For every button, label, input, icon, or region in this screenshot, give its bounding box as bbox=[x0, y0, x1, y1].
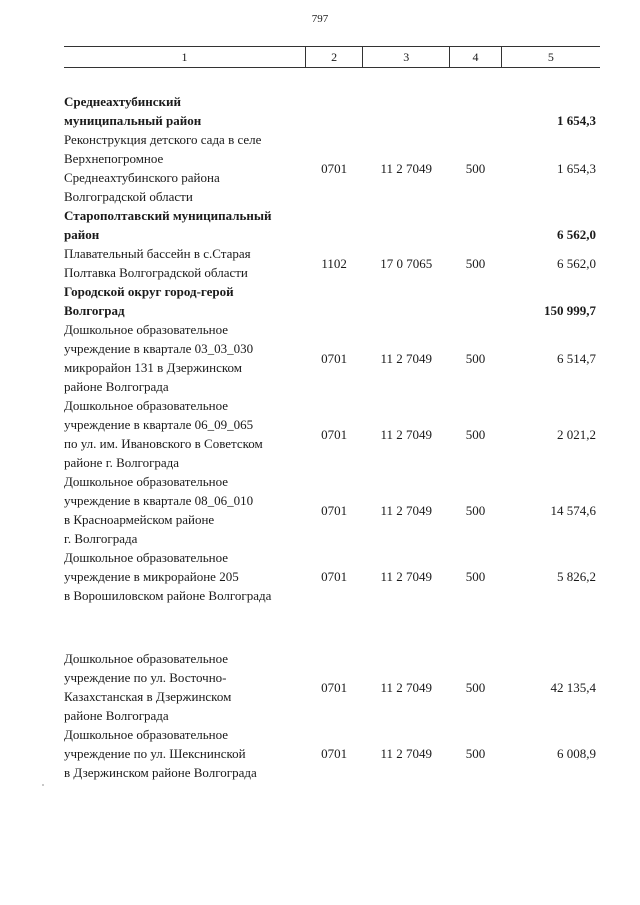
item-amount: 42 135,4 bbox=[550, 679, 596, 695]
page-number: 797 bbox=[311, 13, 329, 25]
item-name: Дошкольное образовательное учреждение в квартале 03_03_030 микрорайон 131 в Дзержинском районе Волгограда bbox=[64, 322, 254, 394]
section-code: 0701 bbox=[321, 426, 348, 442]
table-row bbox=[64, 244, 600, 282]
section-code: 0701 bbox=[321, 160, 348, 176]
item-name: Дошкольное образовательное учреждение по ул. Восточно- Казахстанская в Дзержинском районе Волгограда bbox=[64, 651, 232, 723]
item-name: Дошкольное образовательное учреждение в квартале 06_09_065 по ул. им. Ивановского в Советском районе г. Волгограда bbox=[64, 398, 263, 470]
table-row bbox=[64, 320, 600, 396]
column-header-2: 2 bbox=[305, 47, 362, 68]
item-amount: 2 021,2 bbox=[557, 426, 596, 442]
section-name: Среднеахтубинский муниципальный район bbox=[64, 94, 202, 128]
expense-type: 500 bbox=[465, 746, 486, 761]
item-amount: 6 514,7 bbox=[557, 350, 596, 366]
table-row bbox=[64, 548, 600, 605]
column-header-3: 3 bbox=[363, 47, 450, 68]
section-row bbox=[64, 92, 600, 130]
section-code: 0701 bbox=[321, 746, 348, 761]
item-name: Дошкольное образовательное учреждение по ул. Шекснинской в Дзержинском районе Волгограда bbox=[64, 727, 257, 780]
item-amount: 6 562,0 bbox=[557, 255, 596, 271]
column-header-5: 5 bbox=[501, 47, 600, 68]
item-amount: 1 654,3 bbox=[557, 160, 596, 176]
section-name: Городской округ город-герой Волгоград bbox=[64, 284, 234, 318]
scan-speck bbox=[42, 784, 44, 786]
item-name: Плавательный бассейн в с.Старая Полтавка Волгоградской области bbox=[64, 246, 251, 280]
target-article: 11 2 7049 bbox=[380, 426, 433, 442]
section-amount: 6 562,0 bbox=[557, 227, 596, 242]
item-name: Дошкольное образовательное учреждение в квартале 08_06_010 в Красноармейском районе г. Волгограда bbox=[64, 474, 254, 546]
column-header-row bbox=[64, 47, 600, 68]
section-code: 0701 bbox=[321, 350, 348, 366]
item-amount: 14 574,6 bbox=[550, 502, 596, 518]
section-code: 0701 bbox=[321, 502, 348, 518]
section-name: Старополтавский муниципальный район bbox=[64, 208, 272, 242]
expense-type: 500 bbox=[465, 350, 486, 366]
target-article: 11 2 7049 bbox=[380, 160, 433, 176]
item-name: Реконструкция детского сада в селе Верхнепогромное Среднеахтубинского района Волгоградской области bbox=[64, 132, 262, 204]
target-article: 11 2 7049 bbox=[380, 350, 433, 366]
expense-type: 500 bbox=[465, 569, 486, 584]
section-code: 0701 bbox=[321, 679, 348, 695]
table-row bbox=[64, 649, 600, 725]
section-row bbox=[64, 206, 600, 244]
table-row bbox=[64, 472, 600, 548]
expense-type: 500 bbox=[465, 160, 486, 176]
table-row bbox=[64, 725, 600, 782]
target-article: 11 2 7049 bbox=[380, 569, 433, 584]
item-amount: 5 826,2 bbox=[557, 569, 596, 584]
target-article: 11 2 7049 bbox=[380, 679, 433, 695]
expense-type: 500 bbox=[465, 255, 486, 271]
section-amount: 150 999,7 bbox=[544, 303, 596, 318]
section-row bbox=[64, 282, 600, 320]
target-article: 17 0 7065 bbox=[380, 255, 433, 271]
section-code: 1102 bbox=[321, 255, 347, 271]
expense-type: 500 bbox=[465, 502, 486, 518]
expense-type: 500 bbox=[465, 679, 486, 695]
column-header-4: 4 bbox=[450, 47, 501, 68]
section-amount: 1 654,3 bbox=[557, 113, 596, 128]
target-article: 11 2 7049 bbox=[380, 502, 433, 518]
item-amount: 6 008,9 bbox=[557, 746, 596, 761]
item-name: Дошкольное образовательное учреждение в микрорайоне 205 в Ворошиловском районе Волгограда bbox=[64, 550, 272, 603]
target-article: 11 2 7049 bbox=[380, 746, 433, 761]
section-code: 0701 bbox=[321, 569, 348, 584]
expense-type: 500 bbox=[465, 426, 486, 442]
table-row bbox=[64, 130, 600, 206]
column-header-1: 1 bbox=[64, 47, 305, 68]
table-row bbox=[64, 396, 600, 472]
budget-table bbox=[64, 46, 600, 782]
